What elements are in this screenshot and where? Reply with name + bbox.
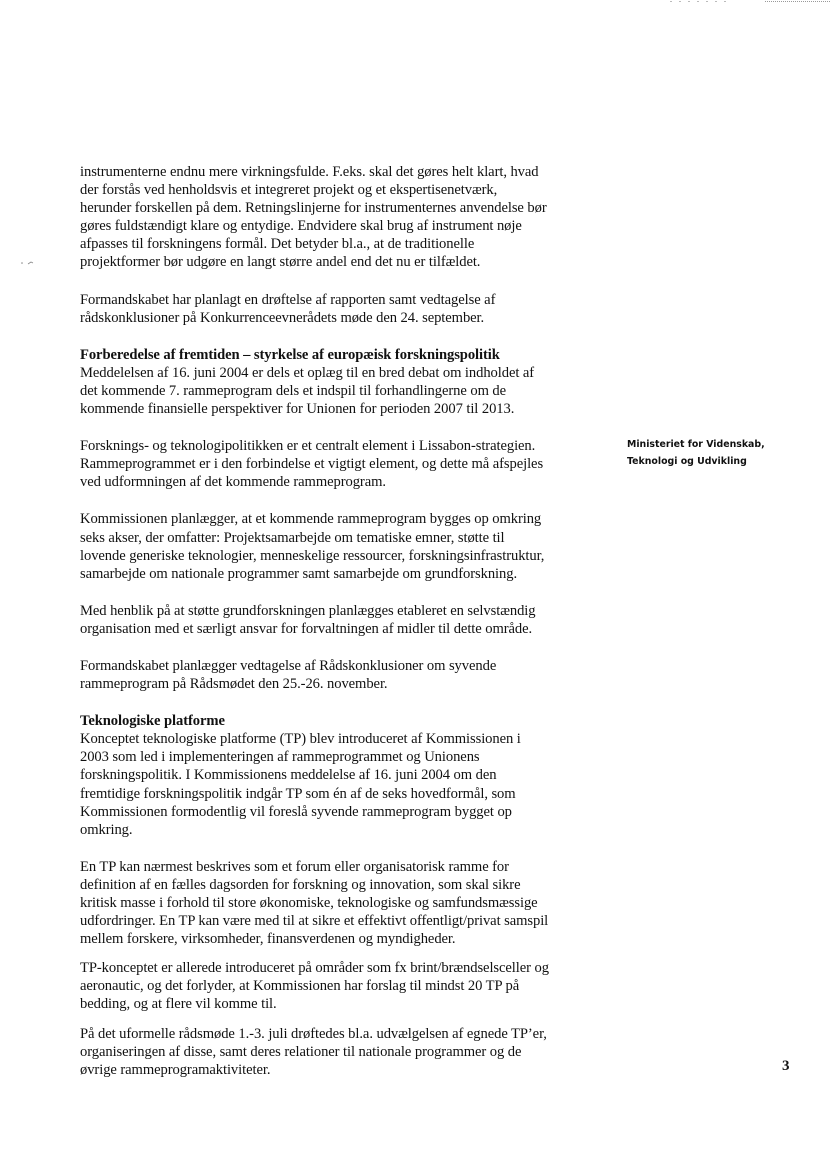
paragraph: Med henblik på at støtte grundforskningen planlægges etableret en selvstændig organisation med et særligt ansvar for forvaltningen af midler til dette område. (80, 602, 536, 637)
paragraph: TP-konceptet er allerede introduceret på områder som fx brint/brændselsceller og aeronautic, og det forlyder, at Kommissionen har forslag til mindst 20 TP på bedding, og at flere vil komme til. (80, 960, 549, 1013)
paragraph: En TP kan nærmest beskrives som et forum eller organisatorisk ramme for definition af en fælles dagsorden for forskning og innovation, som skal sikre kritisk masse i forhold til store økonomiske, teknologiske og samfundsmæssige udfordringer. En TP kan være med til at sikre et effektivt offentligt/privat samspil mellem forskere, virksomheder, finansverdenen og myndigheder. (80, 858, 549, 948)
paragraph: Meddelelsen af 16. juni 2004 er dels et oplæg til en bred debat om indholdet af det kommende 7. rammeprogram dels et indspil til forhandlingerne om de kommende finansielle perspektiver for Unionen for perioden 2007 til 2013. (80, 364, 535, 418)
scan-artifact-dots (670, 0, 830, 4)
section-heading: Teknologiske platforme (80, 713, 225, 730)
scan-artifact-mark (20, 260, 34, 266)
section-forberedelse (80, 346, 610, 418)
paragraph: På det uformelle rådsmøde 1.-3. juli drøftedes bl.a. udvælgelsen af egnede TP’er, organiseringen af disse, samt deres relationer til nationale programmer og de øvrige rammeprogramaktiviteter. (80, 1025, 547, 1078)
paragraph: Konceptet teknologiske platforme (TP) blev introduceret af Kommissionen i 2003 som led i implementeringen af rammeprogrammet og Unionens forskningspolitik. I Kommissionens meddelelse af 16. juni 2004 om den fremtidige forskningspolitik indgår TP som én af de seks hovedformål, som Kommissionen formodentlig vil foreslå syvende rammeprogram bygget op omkring. (80, 731, 521, 838)
ministry-name: Ministeriet for Videnskab, Teknologi og Udvikling (627, 439, 765, 467)
paragraph: Kommissionen planlægger, at et kommende rammeprogram bygges op omkring seks akser, der omfatter: Projektsamarbejde om tematiske emner, støtte til lovende generiske teknologier, menneskelige ressourcer, forskningsinfrastruktur, samarbejde om nationale programmer samt samarbejde om grundforskning. (80, 511, 545, 582)
paragraph: Formandskabet planlægger vedtagelse af Rådskonklusioner om syvende rammeprogram på Rådsmødet den 25.-26. november. (80, 657, 497, 693)
paragraph: instrumenterne endnu mere virkningsfulde. F.eks. skal det gøres helt klart, hvad der forstås ved henholdsvis et integreret projekt og et ekspertisenetværk, herunder forskellen på dem. Retningslinjerne for instrumenternes anvendelse bør gøres fuldstændigt klare og entydige. Endvidere skal brug af instrument nøje afpasses til forskningens formål. Det betyder bl.a., at de traditionelle projektformer bør udgøre en langt større andel end det nu er tilfældet. (80, 164, 547, 271)
section-heading: Forberedelse af fremtiden – styrkelse af europæisk forskningspolitik (80, 346, 500, 363)
paragraph: Formandskabet har planlagt en drøftelse af rapporten samt vedtagelse af rådskonklusioner på Konkurrenceevnerådets møde den 24. september. (80, 291, 496, 326)
body-text (80, 163, 610, 1079)
paragraph: Forsknings- og teknologipolitikken er et centralt element i Lissabon-strategien. Rammeprogrammet er i den forbindelse et vigtigt element, og dette må afspejles ved udformningen af det kommende rammeprogram. (80, 438, 544, 491)
page-number: 3 (782, 1058, 790, 1074)
section-teknologiske-platforme (80, 712, 610, 839)
